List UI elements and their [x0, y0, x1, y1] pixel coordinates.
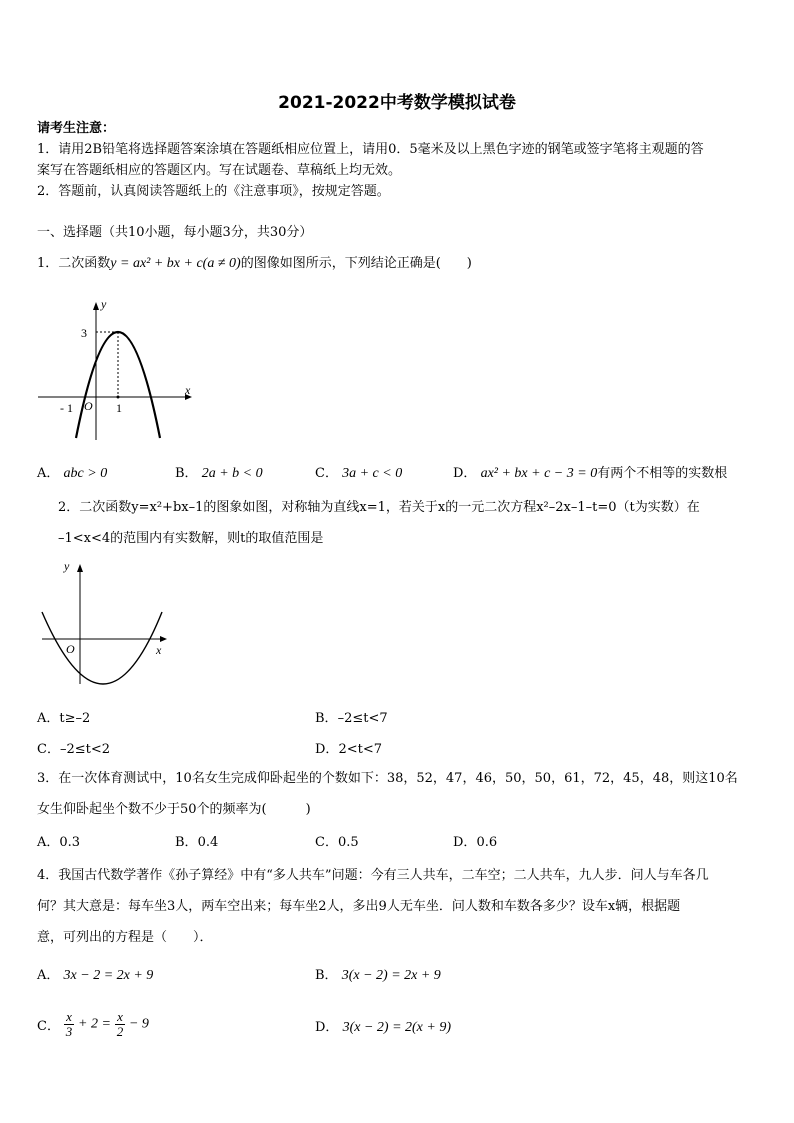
option-suffix: 有两个不相等的实数根: [597, 466, 728, 481]
option-text: 0.3: [59, 835, 81, 850]
option-text: 0.5: [337, 835, 359, 850]
q1-tick-1: 1: [116, 401, 122, 415]
option-text: 3x − 2 = 2x + 9: [63, 968, 154, 983]
option-label: C．: [37, 1019, 60, 1034]
q3-option-d[interactable]: [453, 831, 497, 850]
q3-option-c[interactable]: [315, 831, 359, 850]
fraction: [115, 1010, 125, 1039]
q2-y-arrow: [77, 564, 83, 572]
q2-parabola: [42, 612, 162, 684]
q2-stem-line-1: 2．二次函数y=x²+bx–1的图象如图，对称轴为直线x=1，若关于x的一元二次方程x²–2x–1–t=0（t为实数）在: [58, 500, 700, 515]
fraction-denominator: 3: [65, 1024, 73, 1039]
option-label: D．: [315, 742, 339, 757]
q2-stem-line-2: –1<x<4的范围内有实数解，则t的取值范围是: [58, 531, 324, 546]
q2-option-a[interactable]: [37, 707, 90, 726]
option-text: –2≤t<2: [59, 742, 111, 757]
option-text: + 2 =: [78, 1016, 111, 1032]
notice-line-1b: 案写在答题纸相应的答题区内。写在试题卷、草稿纸上均无效。: [37, 163, 402, 178]
q4-stem-line-3: 意，可列出的方程是（ ）．: [37, 930, 213, 945]
q1-x-label: x: [185, 383, 191, 397]
option-text: 2<t<7: [338, 742, 382, 757]
fraction: [64, 1010, 74, 1039]
q1-y-label: y: [101, 297, 107, 311]
option-label: B．: [315, 711, 338, 726]
q3-option-a[interactable]: [37, 831, 80, 850]
notice-line-1a: 1．请用2B铅笔将选择题答案涂填在答题纸相应位置上，请用0．5毫米及以上黑色字迹的钢笔或签字笔将主观题的答: [37, 142, 704, 157]
q2-graph: [34, 556, 174, 692]
q1-suffix: 的图像如图所示，下列结论正确是( ): [240, 256, 472, 271]
q1-option-b[interactable]: [175, 462, 263, 482]
q1-origin: O: [84, 399, 93, 413]
option-label: A．: [37, 466, 60, 481]
q4-option-a[interactable]: [37, 964, 153, 984]
q1-prefix: 1．二次函数: [37, 256, 111, 271]
q2-y-label: y: [64, 559, 70, 573]
option-text: abc > 0: [63, 466, 108, 481]
fraction-numerator: x: [66, 1009, 72, 1024]
q2-x-arrow: [160, 636, 167, 642]
q2-option-b[interactable]: [315, 707, 388, 726]
q1-option-c[interactable]: [315, 462, 402, 482]
notice-line-2: 2．答题前，认真阅读答题纸上的《注意事项》，按规定答题。: [37, 184, 390, 199]
q1-tick-3: 3: [81, 326, 87, 340]
option-label: D．: [453, 466, 477, 481]
q1-option-a[interactable]: [37, 462, 107, 482]
option-text: 3(x − 2) = 2x + 9: [341, 968, 441, 983]
q1-option-d[interactable]: [453, 462, 727, 482]
option-text: 0.6: [476, 835, 498, 850]
option-label: A．: [37, 711, 60, 726]
q4-option-d[interactable]: [315, 1016, 451, 1036]
q1-stem: [37, 253, 472, 275]
option-label: C．: [37, 742, 60, 757]
option-label: D．: [315, 1020, 339, 1035]
q1-tick-neg1: - 1: [60, 401, 73, 415]
q3-stem-line-2: 女生仰卧起坐个数不少于50个的频率为( ): [37, 802, 311, 817]
section-heading: 一、选择题（共10小题，每小题3分，共30分）: [37, 225, 313, 240]
q2-option-c[interactable]: [37, 738, 110, 757]
option-label: D．: [453, 835, 477, 850]
q3-stem-line-1: 3．在一次体育测试中，10名女生完成仰卧起坐的个数如下：38，52，47，46，50，50，61，72，45，48，则这10名: [37, 771, 738, 786]
option-text: 3a + c < 0: [342, 466, 403, 481]
q1-formula: y = ax² + bx + c(a ≠ 0): [110, 256, 241, 271]
option-text: t≥–2: [59, 711, 91, 726]
option-text: ax² + bx + c − 3 = 0: [480, 466, 598, 481]
q4-option-c[interactable]: [37, 1010, 149, 1039]
page-title: 2021-2022中考数学模拟试卷: [278, 93, 516, 113]
fraction-numerator: x: [117, 1009, 123, 1024]
q2-option-d[interactable]: [315, 738, 382, 757]
fraction-denominator: 2: [116, 1024, 124, 1039]
option-label: B．: [315, 968, 338, 983]
option-text: 2a + b < 0: [201, 466, 263, 481]
option-label: A．: [37, 835, 60, 850]
q4-option-b[interactable]: [315, 964, 441, 984]
option-text: –2≤t<7: [337, 711, 388, 726]
option-label: B．: [175, 466, 198, 481]
option-label: A．: [37, 968, 60, 983]
q4-stem-line-2: 何？其大意是：每车坐3人，两车空出来；每车坐2人，多出9人无车坐．问人数和车数各多少？设车x辆，根据题: [37, 899, 681, 914]
option-text: 3(x − 2) = 2(x + 9): [342, 1020, 451, 1035]
option-text: 0.4: [197, 835, 219, 850]
q3-option-b[interactable]: [175, 831, 218, 850]
notice-heading: 请考生注意：: [37, 121, 116, 136]
option-label: C．: [315, 835, 338, 850]
q1-point: [117, 396, 120, 399]
q1-y-arrow: [93, 302, 99, 310]
option-label: C．: [315, 466, 338, 481]
option-text: − 9: [128, 1016, 149, 1032]
option-label: B．: [175, 835, 198, 850]
q4-stem-line-1: 4．我国古代数学著作《孙子算经》中有“多人共车”问题：今有三人共车，二车空；二人共车，九人步．问人与车各几: [37, 868, 709, 883]
q2-x-label: x: [156, 643, 162, 657]
q2-origin: O: [66, 642, 75, 656]
q1-graph: [34, 296, 196, 444]
